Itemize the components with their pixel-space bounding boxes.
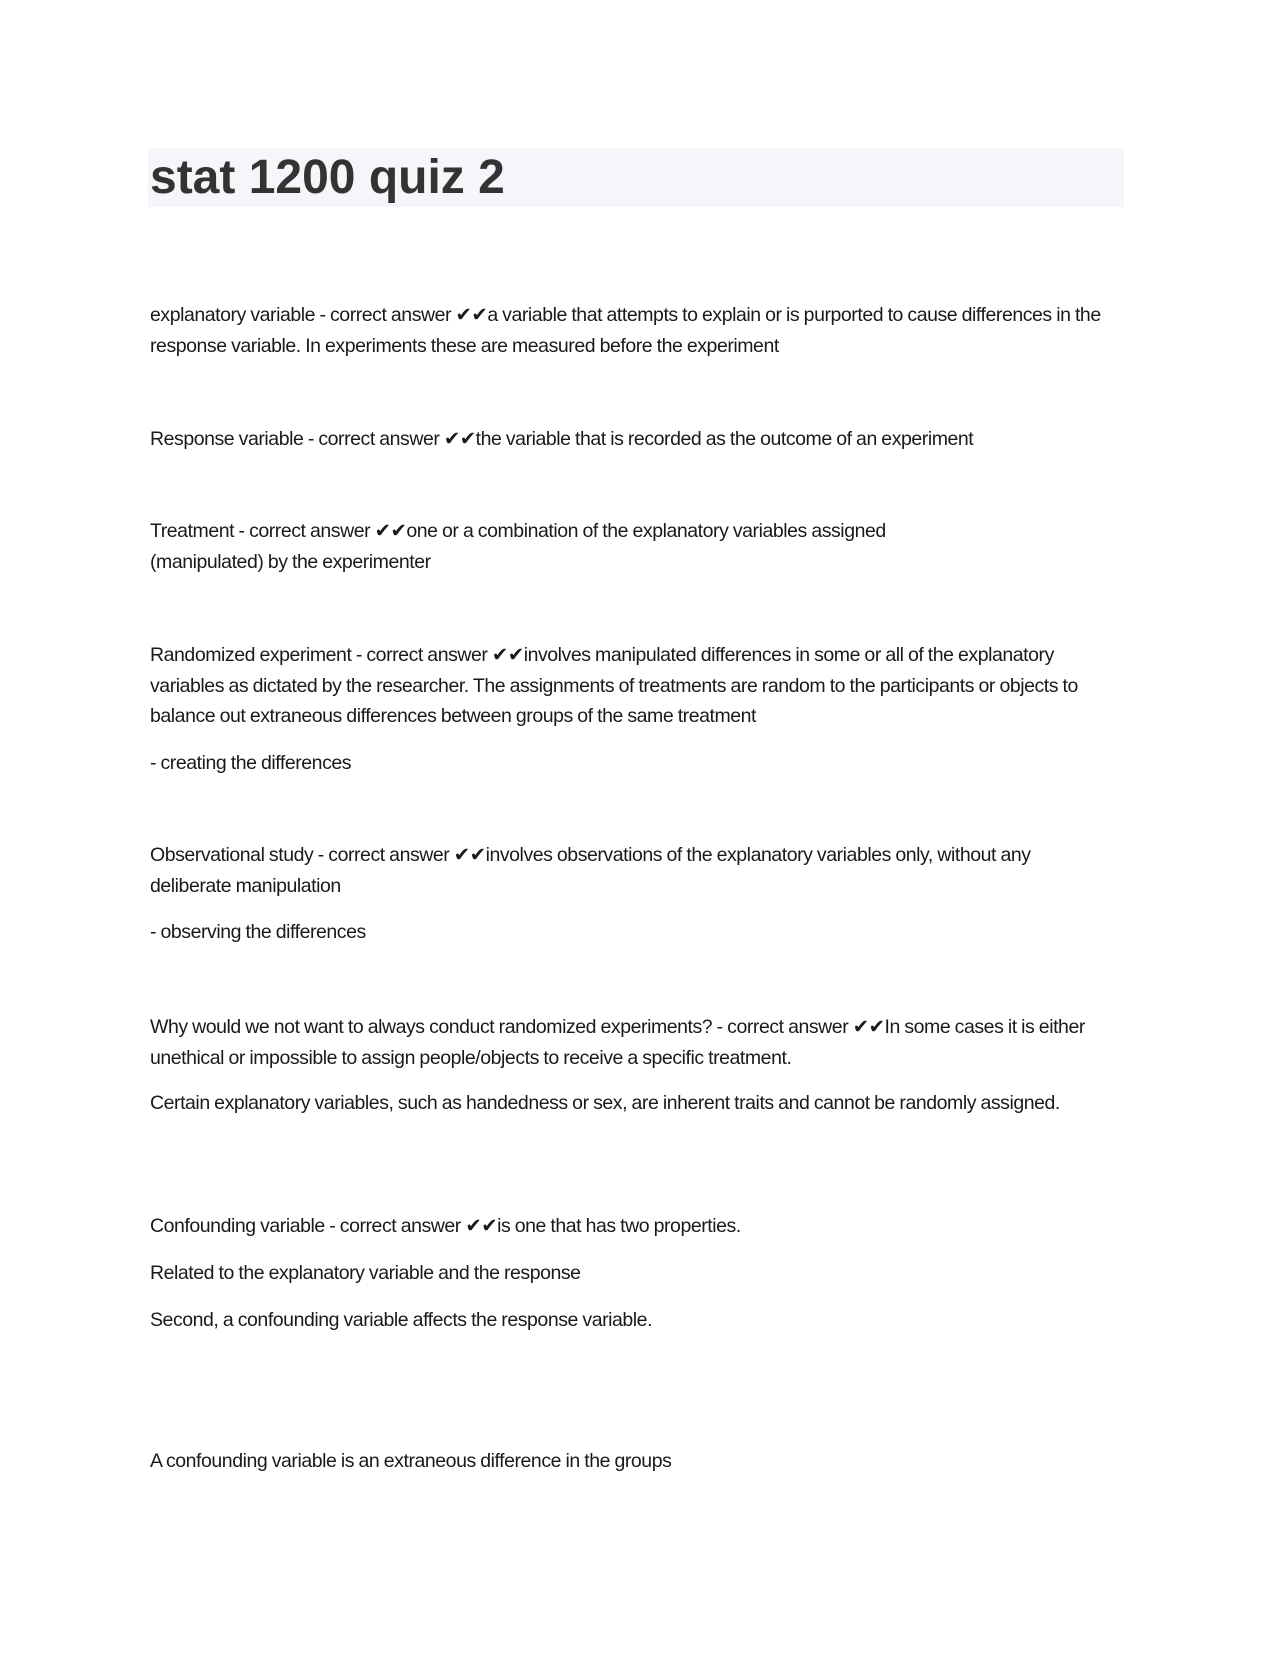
paragraph-response-variable: Response variable - correct answer ✔✔the variable that is recorded as the outcome of an experiment xyxy=(150,428,974,450)
document-title: stat 1200 quiz 2 xyxy=(150,151,505,204)
paragraph-explanatory-variable: explanatory variable - correct answer ✔✔a variable that attempts to explain or is purported to cause differences in the response variable. In experiments these are measured before the experiment xyxy=(150,304,1101,357)
paragraph-related-to-explanatory: Related to the explanatory variable and the response xyxy=(150,1262,581,1284)
paragraph-extraneous-difference: A confounding variable is an extraneous difference in the groups xyxy=(150,1450,672,1472)
paragraph-observing-differences: - observing the differences xyxy=(150,921,366,943)
paragraph-observational-study: Observational study - correct answer ✔✔involves observations of the explanatory variables only, without any deliberate manipulation xyxy=(150,844,1031,897)
paragraph-affects-response: Second, a confounding variable affects the response variable. xyxy=(150,1309,653,1331)
paragraph-why-not-randomized: Why would we not want to always conduct randomized experiments? - correct answer ✔✔In some cases it is either unethical or impossible to assign people/objects to receive a specific treatment. xyxy=(150,1016,1085,1069)
paragraph-randomized-experiment: Randomized experiment - correct answer ✔✔involves manipulated differences in some or all of the explanatory variables as dictated by the researcher. The assignments of treatments are random to the participants or objects to balance out extraneous differences between groups of the same treatment xyxy=(150,644,1078,727)
paragraph-confounding-variable: Confounding variable - correct answer ✔✔is one that has two properties. xyxy=(150,1215,741,1237)
paragraph-treatment: Treatment - correct answer ✔✔one or a combination of the explanatory variables assigned (manipulated) by the experimenter xyxy=(150,520,886,573)
title-banner xyxy=(148,148,1124,207)
paragraph-inherent-traits: Certain explanatory variables, such as handedness or sex, are inherent traits and cannot be randomly assigned. xyxy=(150,1092,1060,1114)
paragraph-creating-differences: - creating the differences xyxy=(150,752,352,774)
